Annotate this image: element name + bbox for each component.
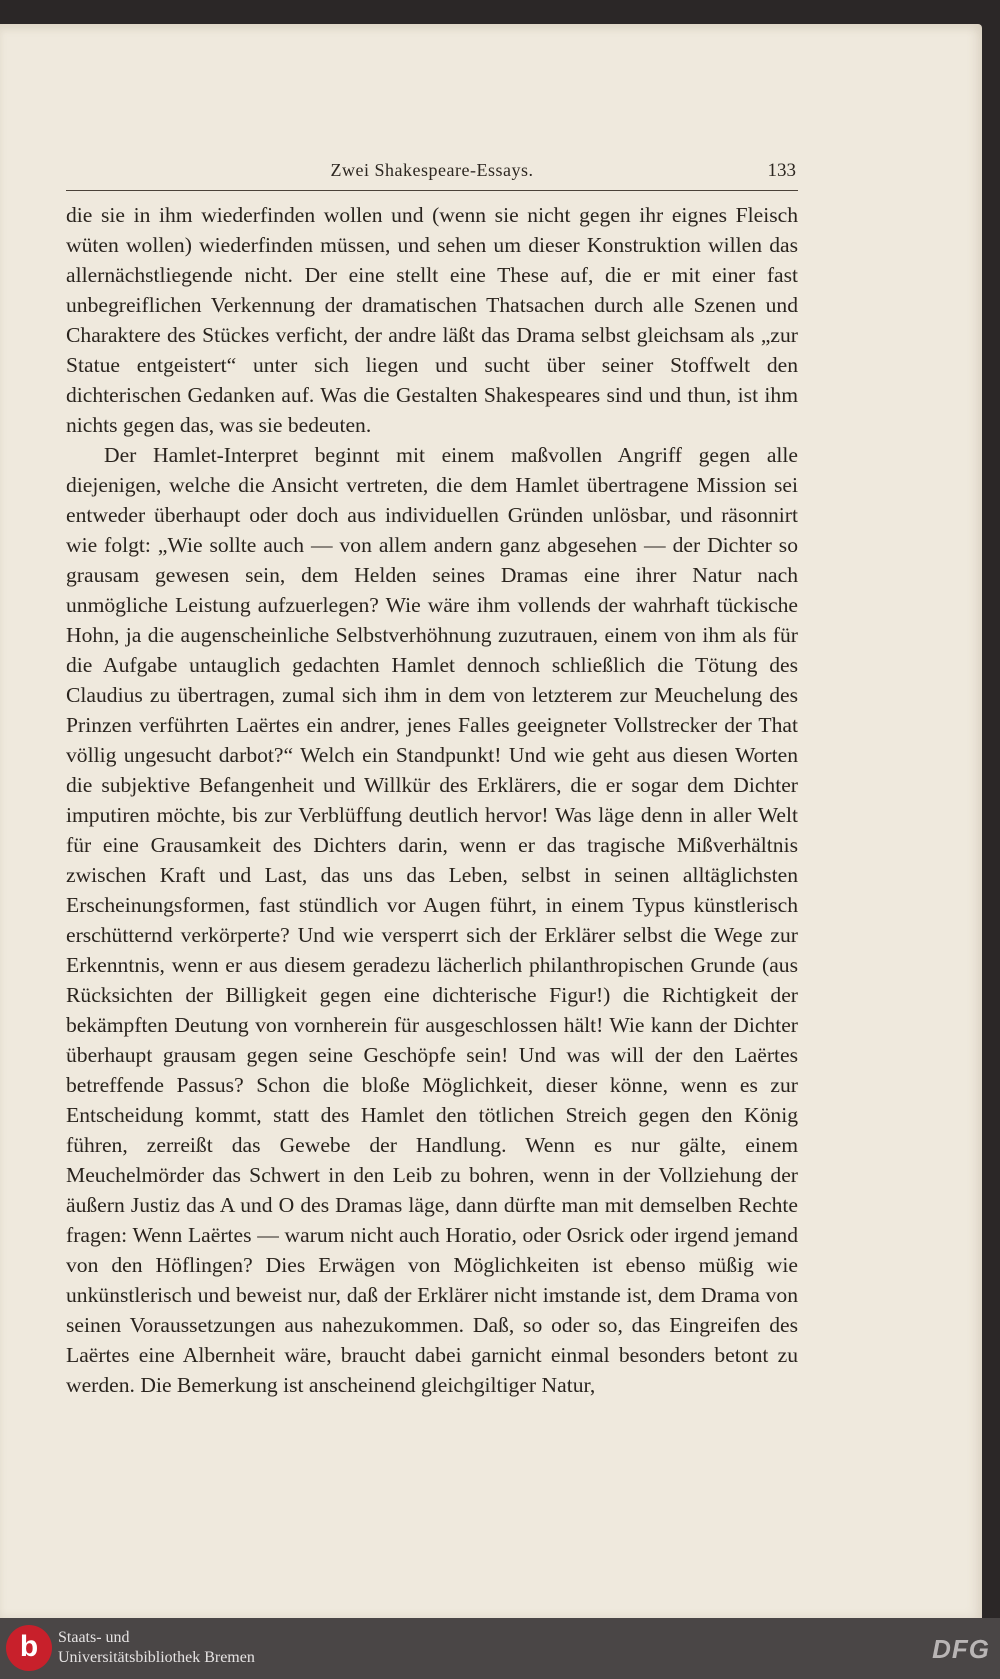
viewer-footer <box>0 1618 1000 1679</box>
library-name-line-2: Universitätsbibliothek Bremen <box>58 1649 255 1666</box>
library-name[interactable] <box>58 1628 255 1668</box>
library-name-line-1: Staats- und <box>58 1629 130 1646</box>
library-logo-icon[interactable]: b <box>6 1625 52 1671</box>
book-page <box>0 24 982 1618</box>
paragraph: Der Hamlet-Interpret beginnt mit einem maßvollen Angriff gegen alle diejenigen, welche die Ansicht vertreten, die dem Hamlet übertragene Mission sei entweder überhaupt oder doch aus individuellen Gründen unlösbar, und räsonnirt wie folgt: „Wie sollte auch — von allem andern ganz abgesehen — der Dichter so grausam gewesen sein, dem Helden seines Dramas eine ihrer Natur nach unmögliche Leistung aufzuerlegen? Wie wäre ihm vollends der wahrhaft tückische Hohn, ja die augenscheinliche Selbstverhöhnung zuzutrauen, einem von ihm als für die Aufgabe untauglich gedachten Hamlet dennoch schließlich die Tötung des Claudius zu übertragen, zumal sich ihm in dem von letzterem zur Meuchelung des Prinzen verführten Laërtes ein andrer, jenes Falles geeigneter Vollstrecker der That völlig ungesucht darbot?“ Welch ein Standpunkt! Und wie geht aus diesen Worten die subjektive Befangenheit und Willkür des Erklärers, die er sogar dem Dichter imputiren möchte, bis zur Verblüffung deutlich hervor! Was läge denn in aller Welt für eine Grausamkeit des Dichters darin, wenn er das tragische Mißverhältnis zwischen Kraft und Last, das uns das Leben, selbst in seinen alltäglichsten Erscheinungsformen, fast stündlich vor Augen führt, in einem Typus künstlerisch erschütternd verkörperte? Und wie versperrt sich der Erklärer selbst die Wege zur Erkenntnis, wenn er aus diesem geradezu lächerlich philanthropischen Grunde (aus Rücksichten der Billigkeit gegen eine dichterische Figur!) die Richtigkeit der bekämpften Deutung von vornherein für ausgeschlossen hält! Wie kann der Dichter überhaupt grausam gegen seine Geschöpfe sein! Und was will der den Laërtes betreffende Passus? Schon die bloße Möglichkeit, dieser könne, wenn es zur Entscheidung kommt, statt des Hamlet den tötlichen Streich gegen den König führen, zerreißt das Gewebe der Handlung. Wenn es nur gälte, einem Meuchelmörder das Schwert in den Leib zu bohren, wenn in der Vollziehung der äußern Justiz das A und O des Dramas läge, dann dürfte man mit demselben Rechte fragen: Wenn Laërtes — warum nicht auch Horatio, oder Osrick oder irgend jemand von den Höflingen? Dies Erwägen von Möglichkeiten ist ebenso müßig wie unkünstlerisch und beweist nur, daß der Erklärer nicht imstande ist, dem Drama von seinen Voraussetzungen aus nahezukommen. Daß, so oder so, das Eingreifen des Laërtes eine Albernheit wäre, braucht dabei garnicht einmal besonders betont zu werden. Die Bemerkung ist anscheinend gleichgiltiger Natur, <box>66 443 798 1397</box>
running-head <box>66 160 798 191</box>
paragraph: die sie in ihm wiederfinden wollen und (wenn sie nicht gegen ihr eignes Fleisch wüten wollen) wiederfinden müssen, und sehen um dieser Konstruktion willen das allernächstliegende nicht. Der eine stellt eine These auf, die er mit einer fast unbegreiflichen Verkennung der dramatischen Thatsachen durch alle Szenen und Charaktere des Stückes verficht, der andre läßt das Drama selbst gleichsam als „zur Statue entgeistert“ unter sich liegen und sucht über seiner Stoffwelt den dichterischen Gedanken auf. Was die Gestalten Shakespeares sind und thun, ist ihm nichts gegen das, was sie bedeuten. <box>66 203 798 437</box>
running-head-title: Zwei Shakespeare-Essays. <box>330 160 534 180</box>
page-number: 133 <box>767 160 796 181</box>
body-text <box>66 200 798 1472</box>
dfg-logo-icon[interactable]: DFG <box>932 1634 990 1664</box>
